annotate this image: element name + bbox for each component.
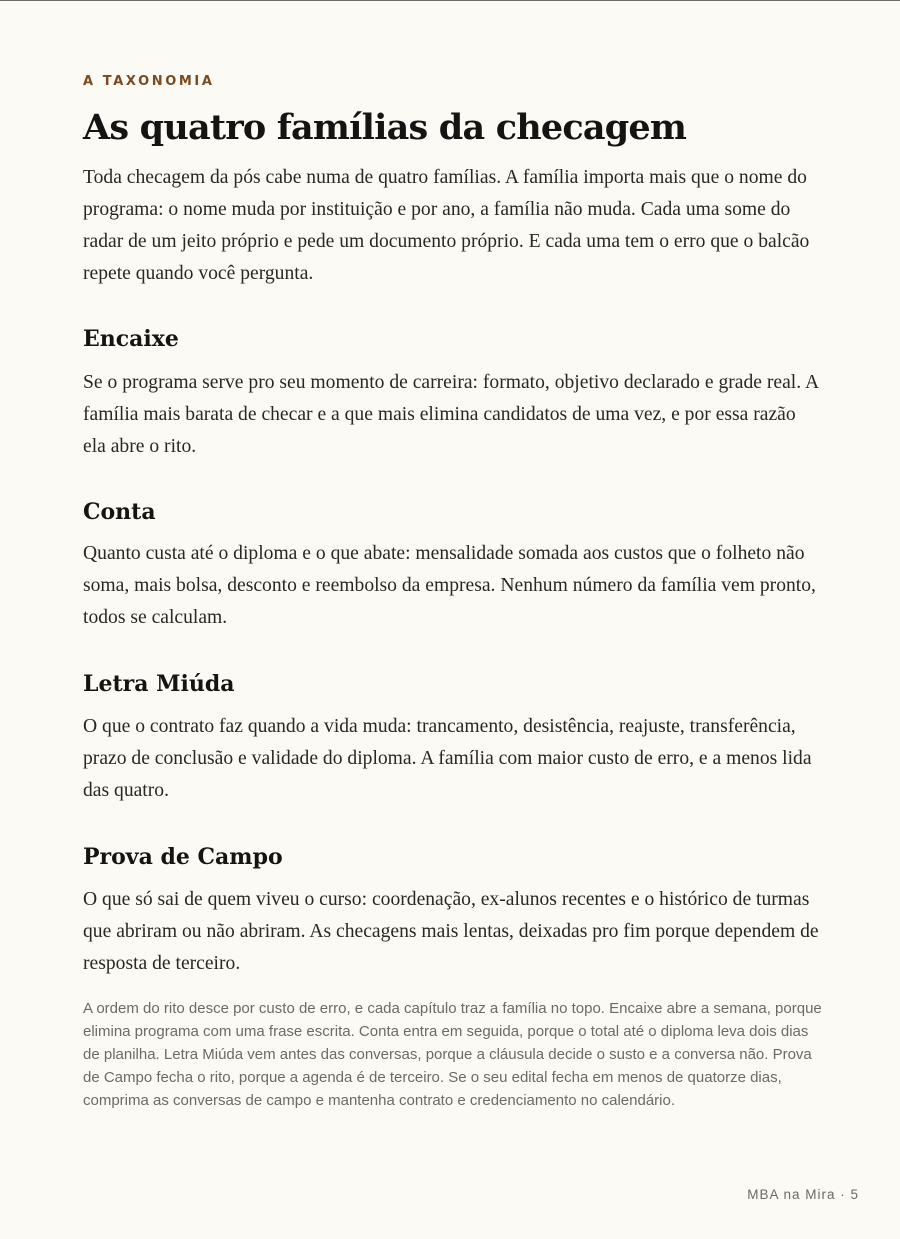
section-heading-encaixe: Encaixe [83, 326, 179, 352]
section-body-letra-miuda: O que o contrato faz quando a vida muda: trancamento, desistência, reajuste, transferência, prazo de conclusão e validade do diploma. A família com maior custo de erro, e a menos lida das quatro. [83, 716, 812, 801]
top-divider [0, 0, 900, 1]
closing-note: A ordem do rito desce por custo de erro, e cada capítulo traz a família no topo. Encaixe abre a semana, porque elimina programa com uma frase escrita. Conta entra em seguida, porque o total até o diploma leva dois dias de planilha. Letra Miúda vem antes das conversas, porque a cláusula decide o susto e a conversa não. Prova de Campo fecha o rito, porque a agenda é de terceiro. Se o seu edital fecha em menos de quatorze dias, comprima as conversas de campo e mantenha contrato e credenciamento no calendário. [83, 1000, 822, 1109]
section-heading-letra-miuda: Letra Miúda [83, 671, 235, 697]
section-body-encaixe: Se o programa serve pro seu momento de carreira: formato, objetivo declarado e grade real. A família mais barata de checar e a que mais elimina candidatos de uma vez, e por essa razão ela abre o rito. [83, 372, 819, 457]
section-heading-conta: Conta [83, 499, 156, 525]
page-folio: MBA na Mira · 5 [747, 1187, 859, 1202]
intro-paragraph: Toda checagem da pós cabe numa de quatro famílias. A família importa mais que o nome do programa: o nome muda por instituição e por ano, a família não muda. Cada uma some do radar de um jeito próprio e pede um documento próprio. E cada uma tem o erro que o balcão repete quando você pergunta. [83, 167, 810, 284]
section-body-prova-de-campo: O que só sai de quem viveu o curso: coordenação, ex-alunos recentes e o histórico de turmas que abriram ou não abriram. As checagens mais lentas, deixadas pro fim porque dependem de resposta de terceiro. [83, 889, 819, 974]
section-body-conta: Quanto custa até o diploma e o que abate: mensalidade somada aos custos que o folheto não soma, mais bolsa, desconto e reembolso da empresa. Nenhum número da família vem pronto, todos se calculam. [83, 543, 816, 628]
page-title: As quatro famílias da checagem [83, 107, 687, 148]
section-kicker: A TAXONOMIA [83, 74, 215, 89]
section-heading-prova-de-campo: Prova de Campo [83, 844, 283, 870]
